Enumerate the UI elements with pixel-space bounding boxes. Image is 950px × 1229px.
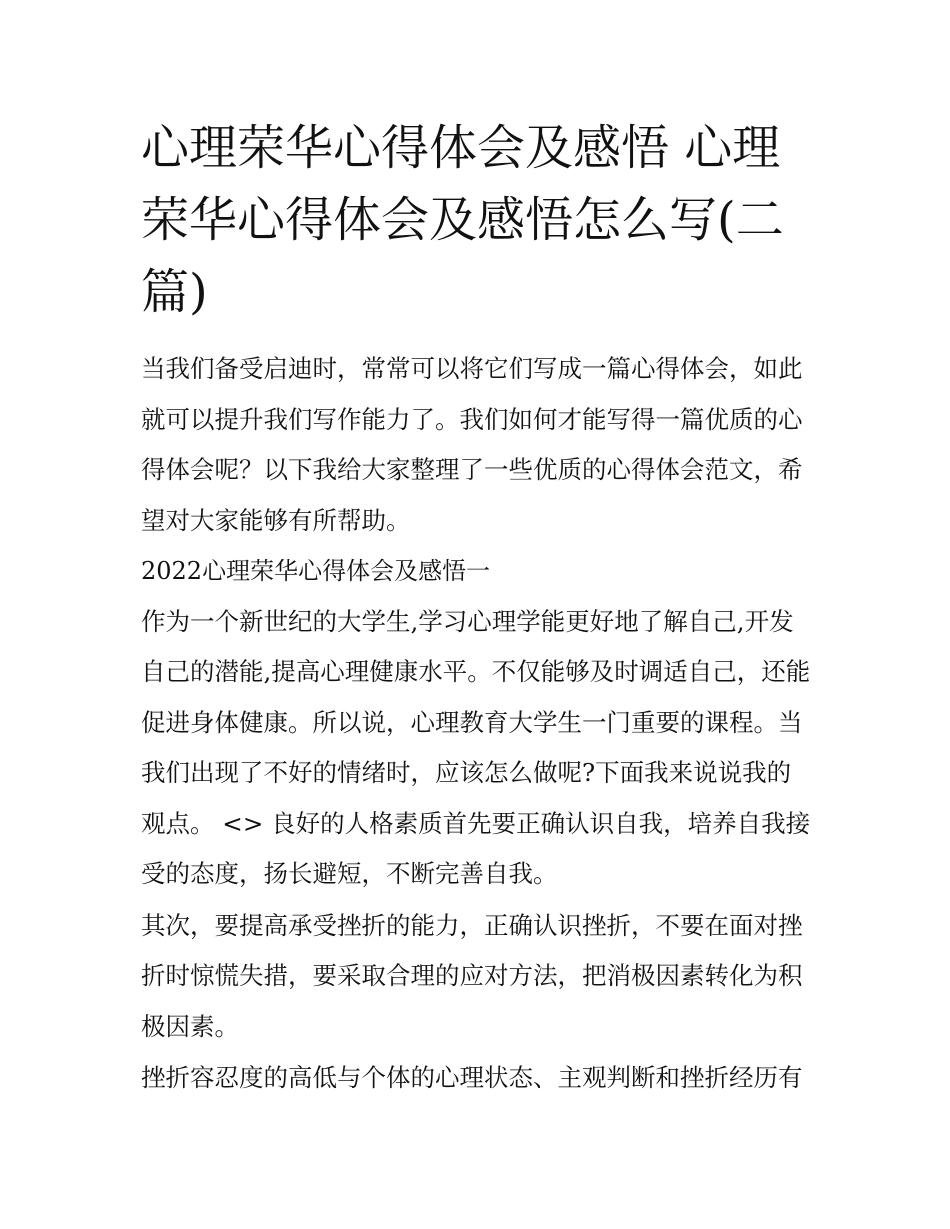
body-paragraph-2: 其次，要提高承受挫折的能力，正确认识挫折，不要在面对挫折时惊慌失措，要采取合理的应对方法，把消极因素转化为积极因素。 — [141, 910, 803, 1041]
document-content — [141, 112, 813, 1104]
body-paragraph-1: 作为一个新世纪的大学生,学习心理学能更好地了解自己,开发自己的潜能,提高心理健康水平。不仅能够及时调适自己，还能促进身体健康。所以说，心理教育大学生一门重要的课程。当我们出现了不好的情绪时，应该怎么做呢?下面我来说说我的观点。 <> 良好的人格素质首先要正确认识自我，培养自我接受的态度，扬长避短，不断完善自我。 — [141, 606, 811, 888]
document-body — [141, 344, 813, 1104]
document-title: 心理荣华心得体会及感悟 心理荣华心得体会及感悟怎么写(二篇) — [141, 120, 784, 320]
section-heading: 2022心理荣华心得体会及感悟一 — [141, 557, 491, 585]
body-paragraph-3: 挫折容忍度的高低与个体的心理状态、主观判断和挫折经历有 — [141, 1063, 803, 1092]
intro-paragraph: 当我们备受启迪时，常常可以将它们写成一篇心得体会，如此就可以提升我们写作能力了。我们如何才能写得一篇优质的心得体会呢？以下我给大家整理了一些优质的心得体会范文，希望对大家能够有所帮助。 — [141, 354, 803, 535]
